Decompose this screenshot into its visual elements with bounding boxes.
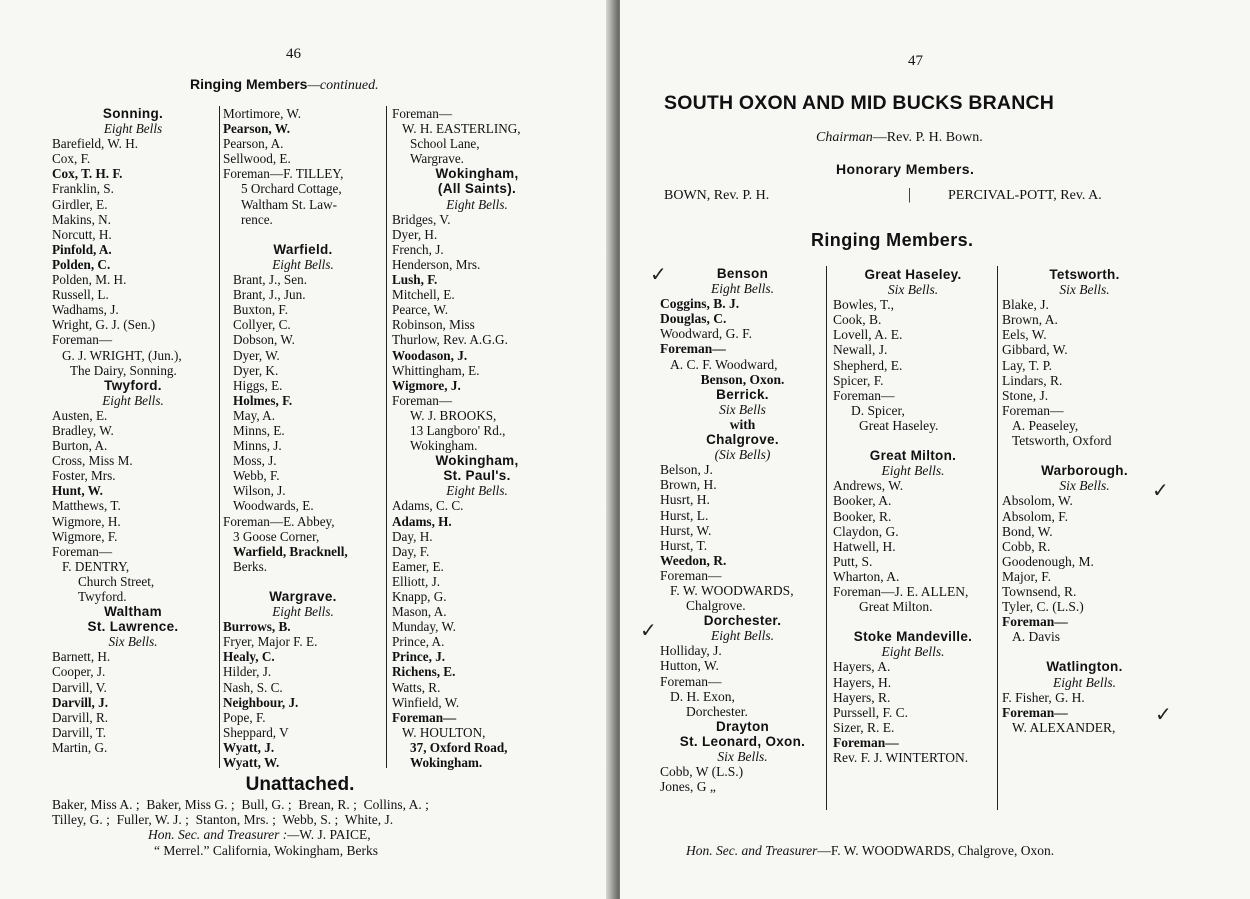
member-entry: Tyler, C. (L.S.) (1002, 599, 1084, 615)
member-entry: Matthews, T. (52, 498, 121, 514)
member-entry: Pope, F. (223, 709, 266, 725)
member-entry: Hilder, J. (223, 664, 272, 680)
member-entry: Cox, F. (52, 151, 91, 167)
member-entry: Sheppard, V (223, 724, 289, 740)
member-entry: Putt, S. (833, 553, 873, 569)
member-entry: Minns, J. (233, 438, 282, 454)
member-entry: Minns, E. (233, 422, 285, 438)
member-entry: Polden, M. H. (52, 272, 127, 288)
member-entry: Purssell, F. C. (833, 704, 909, 720)
member-entry: Bond, W. (1002, 523, 1053, 539)
member-entry: Elliott, J. (392, 573, 440, 589)
section-heading: Twyford. (104, 377, 162, 393)
member-entry: W. HOULTON, (402, 724, 486, 740)
hon-sec-name: W. J. PAICE, (299, 827, 371, 842)
member-entry: Woodason, J. (392, 347, 468, 363)
member-entry: Six Bells. (1059, 282, 1110, 298)
member-entry (1002, 448, 1167, 463)
member-entry: Prince, J. (392, 649, 446, 665)
member-entry: Cross, Miss M. (52, 453, 133, 469)
member-entry: Six Bells. (717, 749, 768, 764)
section-heading: St. Paul's. (443, 468, 511, 484)
member-entry: A. C. F. Woodward, (670, 356, 778, 372)
member-entry: Dobson, W. (233, 332, 295, 348)
member-entry: Wokingham. (410, 438, 478, 454)
member-entry: French, J. (392, 241, 444, 257)
member-entry: Cobb, W (L.S.) (660, 764, 744, 780)
member-entry: Wadhams, J. (52, 302, 119, 318)
member-entry: Berks. (233, 558, 268, 574)
member-entry: Holmes, F. (233, 392, 293, 408)
member-entry: D. Spicer, (851, 402, 905, 418)
member-entry (833, 433, 993, 448)
member-entry: Claydon, G. (833, 523, 899, 539)
member-entry: Hayers, H. (833, 674, 892, 690)
member-entry: A. Davis (1012, 629, 1060, 645)
member-entry: Munday, W. (392, 619, 456, 635)
member-entry: Day, H. (392, 528, 433, 544)
member-entry: Hurst, L. (660, 507, 709, 523)
member-entry: Wigmore, F. (52, 528, 118, 544)
member-entry: Foreman—J. E. ALLEN, (833, 583, 969, 599)
section-heading: Sonning. (102, 106, 164, 121)
member-entry: Wilson, J. (233, 483, 286, 499)
hon-sec-value: —F. W. WOODWARDS, Chalgrove, Oxon. (817, 843, 1055, 858)
member-entry: Brown, A. (1002, 312, 1058, 328)
member-entry: Coggins, B. J. (660, 296, 740, 312)
member-entry: Darvill, V. (52, 679, 107, 695)
member-entry: with (729, 416, 756, 432)
members-column-1 (52, 106, 214, 755)
section-heading: Great Milton. (869, 448, 957, 464)
chairman-value: —Rev. P. H. Bown. (872, 130, 983, 145)
member-entry: Lindars, R. (1002, 372, 1063, 388)
member-entry: Darvill, J. (52, 694, 109, 710)
heading-continued: —continued. (307, 78, 379, 93)
member-entry: Foreman— (660, 341, 726, 357)
member-entry: Adams, H. (392, 513, 452, 529)
member-entry: Six Bells. (108, 634, 158, 650)
member-entry: Darvill, R. (52, 709, 109, 725)
column-divider (997, 266, 998, 810)
member-entry: Day, F. (392, 543, 430, 559)
member-entry: Pearson, W. (223, 121, 291, 137)
member-entry: 37, Oxford Road, (410, 739, 508, 755)
member-entry: Sellwood, E. (223, 151, 291, 167)
member-entry: rence. (241, 211, 273, 227)
member-entry: Hutton, W. (660, 658, 719, 674)
checkmark-icon: ✓ (640, 618, 657, 642)
member-entry: Warfield, Bracknell, (233, 543, 348, 559)
member-entry: Foreman— (833, 387, 895, 403)
member-entry: Booker, A. (833, 493, 892, 509)
member-entry: Six Bells. (1059, 478, 1110, 494)
member-entry: Foreman—E. Abbey, (223, 513, 335, 529)
member-entry (833, 614, 993, 629)
member-entry: Absolom, F. (1002, 508, 1069, 524)
hon-sec (686, 843, 1054, 859)
members-column-3 (392, 106, 562, 770)
checkmark-icon: ✓ (1152, 478, 1169, 502)
left-page (0, 0, 612, 899)
member-entry: Nash, S. C. (223, 679, 283, 695)
member-entry: W. H. EASTERLING, (402, 121, 521, 137)
member-entry: Wyatt, W. (223, 755, 280, 771)
member-entry: Eight Bells. (881, 644, 945, 660)
member-entry: Jones, G „ (660, 779, 716, 795)
member-entry: Healy, C. (223, 649, 275, 665)
section-heading: Wargrave. (269, 589, 337, 604)
member-entry: Mitchell, E. (392, 287, 455, 303)
member-entry: Eamer, E. (392, 558, 444, 574)
member-entry: Girdler, E. (52, 196, 108, 212)
member-entry: The Dairy, Sonning. (70, 362, 177, 378)
member-entry: Douglas, C. (660, 311, 727, 327)
member-entry: Foreman— (392, 709, 457, 725)
member-entry: F. DENTRY, (62, 558, 130, 574)
member-entry: Prince, A. (392, 634, 445, 650)
member-entry: Twyford. (78, 589, 127, 604)
member-entry: Rev. F. J. WINTERTON. (833, 750, 969, 765)
section-heading: Stoke Mandeville. (853, 629, 973, 645)
member-entry: Whittingham, E. (392, 362, 480, 378)
member-entry: Sizer, R. E. (833, 719, 895, 735)
member-entry: Foreman— (660, 567, 722, 583)
right-page (620, 0, 1250, 899)
member-entry: Neighbour, J. (223, 694, 299, 710)
member-entry: Eight Bells. (446, 196, 508, 212)
member-entry: Moss, J. (233, 453, 277, 469)
member-entry: Foster, Mrs. (52, 468, 116, 484)
member-entry: Knapp, G. (392, 589, 447, 604)
member-entry: Fryer, Major F. E. (223, 634, 318, 650)
chairman-label: Chairman (816, 130, 873, 145)
member-entry: Eight Bells. (711, 628, 774, 644)
member-entry: Dorchester. (686, 703, 748, 719)
member-entry: Brant, J., Sen. (233, 272, 307, 288)
member-entry: G. J. WRIGHT, (Jun.), (62, 347, 182, 363)
column-divider (826, 266, 827, 810)
member-entry: Foreman— (52, 543, 113, 559)
member-entry: D. H. Exon, (670, 688, 735, 704)
separator: | (908, 186, 912, 203)
hon-sec-label: Hon. Sec. and Treasurer :— (148, 827, 300, 842)
member-entry: 3 Goose Corner, (233, 528, 320, 544)
page-number: 47 (908, 53, 923, 69)
member-entry: 5 Orchard Cottage, (241, 181, 342, 197)
section-heading: Wokingham, (435, 453, 519, 469)
column-divider (386, 106, 387, 768)
member-entry: Holliday, J. (660, 643, 722, 659)
member-entry: Brant, J., Jun. (233, 287, 306, 303)
member-entry: Eight Bells. (272, 604, 334, 620)
member-entry: Brown, H. (660, 477, 717, 493)
member-entry: Eight Bells. (881, 463, 945, 479)
member-entry: Wargrave. (410, 151, 464, 167)
member-entry: Woodward, G. F. (660, 326, 752, 342)
section-heading: Wokingham, (435, 166, 519, 182)
member-entry: Wigmore, J. (392, 377, 461, 393)
member-entry: Hayers, A. (833, 659, 891, 675)
member-entry: Cooper, J. (52, 664, 106, 680)
member-entry: Pearce, W. (392, 302, 449, 318)
ringing-members-heading: Ringing Members. (811, 230, 974, 250)
hon-sec-label: Hon. Sec. and Treasurer (686, 843, 818, 858)
member-entry: Hurst, T. (660, 537, 708, 553)
column-divider (219, 106, 220, 768)
member-entry: Cook, B. (833, 312, 882, 328)
member-entry: Higgs, E. (233, 377, 283, 393)
members-column-2 (223, 106, 383, 770)
unattached-list-line-2: Tilley, G. ; Fuller, W. J. ; Stanton, Mrs. ; Webb, S. ; White, J. (52, 812, 394, 827)
hon-sec-address: “ Merrel.” California, Wokingham, Berks (154, 843, 378, 858)
checkmark-icon: ✓ (650, 262, 667, 286)
section-heading: Berrick. (716, 386, 769, 402)
member-entry: Pearson, A. (223, 136, 284, 152)
member-entry: Church Street, (78, 573, 155, 589)
member-entry: Mason, A. (392, 604, 447, 620)
member-entry: Buxton, F. (233, 302, 289, 318)
member-entry: Henderson, Mrs. (392, 256, 481, 272)
member-entry (1002, 644, 1167, 659)
page-heading (190, 76, 379, 94)
member-entry: Eight Bells. (711, 281, 774, 297)
member-entry: Major, F. (1002, 568, 1052, 584)
member-entry: Austen, E. (52, 407, 108, 423)
section-heading: Watlington. (1046, 659, 1123, 675)
section-heading: (All Saints). (437, 181, 517, 197)
member-entry: Eels, W. (1002, 327, 1047, 343)
member-entry: 13 Langboro' Rd., (410, 422, 506, 438)
member-entry: Lay, T. P. (1002, 357, 1052, 373)
member-entry: Foreman— (1002, 704, 1068, 720)
member-entry: Foreman—F. TILLEY, (223, 166, 344, 182)
member-entry: Collyer, C. (233, 317, 291, 333)
member-entry: Foreman— (833, 734, 899, 750)
section-heading: St. Leonard, Oxon. (679, 733, 806, 749)
member-entry: Wyatt, J. (223, 739, 275, 755)
member-entry: Norcutt, H. (52, 226, 112, 242)
member-entry: Wharton, A. (833, 568, 900, 584)
honorary-heading: Honorary Members. (836, 161, 975, 177)
member-entry: Hurst, W. (660, 522, 712, 538)
member-entry: Winfield, W. (392, 694, 460, 710)
member-entry: Booker, R. (833, 508, 892, 524)
member-entry: Foreman— (52, 332, 113, 348)
section-heading: Tetsworth. (1049, 267, 1120, 282)
member-entry: Hunt, W. (52, 483, 103, 499)
member-entry: Richens, E. (392, 664, 456, 680)
member-entry: Andrews, W. (833, 478, 904, 494)
member-entry: May, A. (233, 407, 276, 423)
section-heading: Warborough. (1041, 463, 1128, 479)
member-entry: Gibbard, W. (1002, 342, 1068, 358)
member-entry: Polden, C. (52, 256, 111, 272)
member-entry: Bridges, V. (392, 211, 451, 227)
member-entry: Wokingham. (410, 755, 483, 771)
member-entry: Chalgrove. (686, 598, 746, 614)
member-entry: Dyer, H. (392, 226, 438, 242)
member-entry: Husrt, H. (660, 492, 710, 508)
member-entry: Barefield, W. H. (52, 136, 139, 152)
member-entry: Dyer, W. (233, 347, 280, 363)
unattached-heading: Unattached. (245, 774, 355, 795)
member-entry: Foreman— (660, 673, 722, 689)
member-entry: Goodenough, M. (1002, 553, 1094, 569)
section-heading: Great Haseley. (864, 267, 962, 282)
section-heading: Drayton (715, 718, 770, 734)
member-entry: Dyer, K. (233, 362, 279, 378)
member-entry: Six Bells. (887, 282, 939, 298)
member-entry: F. Fisher, G. H. (1002, 689, 1085, 705)
members-column-2 (833, 267, 993, 765)
member-entry: Cobb, R. (1002, 538, 1051, 554)
member-entry: Spicer, F. (833, 372, 884, 388)
member-entry: Six Bells (719, 401, 766, 417)
member-entry: Hayers, R. (833, 689, 891, 705)
member-entry: Stone, J. (1002, 387, 1049, 403)
member-entry: Pinfold, A. (52, 241, 112, 257)
member-entry: Darvill, T. (52, 724, 107, 740)
member-entry (223, 227, 383, 242)
section-heading: Warfield. (273, 241, 333, 257)
member-entry: Martin, G. (52, 739, 108, 755)
member-entry: Hatwell, H. (833, 538, 896, 554)
member-entry: Burton, A. (52, 438, 108, 454)
section-heading: Dorchester. (703, 613, 782, 629)
member-entry: Lush, F. (392, 272, 438, 288)
member-entry: Weedon, R. (660, 552, 727, 568)
member-entry: Lovell, A. E. (833, 327, 903, 343)
member-entry: Great Milton. (859, 599, 933, 615)
heading-main: Ringing Members (190, 76, 308, 92)
member-entry: W. J. BROOKS, (410, 407, 497, 423)
member-entry: Thurlow, Rev. A.G.G. (392, 332, 508, 348)
unattached-list-line-1: Baker, Miss A. ; Baker, Miss G. ; Bull, G. ; Brean, R. ; Collins, A. ; (52, 797, 429, 812)
member-entry: Foreman— (1002, 402, 1064, 418)
member-entry: Eight Bells. (446, 483, 508, 499)
member-entry: Adams, C. C. (392, 498, 464, 514)
members-column-1 (660, 266, 825, 794)
member-entry: Belson, J. (660, 462, 713, 478)
page-number: 46 (286, 46, 301, 62)
member-entry: Woodwards, E. (233, 498, 314, 514)
member-entry: (Six Bells) (714, 447, 771, 463)
member-entry: Newall, J. (833, 342, 888, 358)
branch-title: SOUTH OXON AND MID BUCKS BRANCH (664, 92, 1055, 114)
member-entry: Shepherd, E. (833, 357, 903, 373)
member-entry: Absolom, W. (1002, 493, 1073, 509)
member-entry: Robinson, Miss (392, 317, 475, 333)
member-entry: Eight Bells. (1053, 674, 1116, 690)
section-heading: Waltham (104, 604, 162, 620)
member-entry: Eight Bells. (102, 392, 164, 408)
member-entry: Mortimore, W. (223, 106, 302, 121)
member-entry: Cox, T. H. F. (52, 166, 123, 182)
member-entry: W. ALEXANDER, (1012, 719, 1116, 735)
member-entry: Eight Bells (103, 121, 163, 137)
member-entry: Great Haseley. (859, 417, 939, 433)
member-entry: Waltham St. Law- (241, 196, 337, 212)
member-entry: Foreman— (392, 392, 453, 408)
member-entry: Webb, F. (233, 468, 280, 484)
member-entry: Eight Bells. (272, 256, 334, 272)
member-entry: Foreman— (1002, 614, 1068, 630)
member-entry: Russell, L. (52, 287, 109, 303)
member-entry: F. W. WOODWARDS, (670, 582, 794, 598)
member-entry: Tetsworth, Oxford (1012, 433, 1112, 449)
member-entry: School Lane, (410, 136, 480, 152)
member-entry: Bowles, T., (833, 297, 895, 313)
member-entry: Barnett, H. (52, 649, 111, 665)
member-entry: Townsend, R. (1002, 583, 1077, 599)
member-entry: Wigmore, H. (52, 513, 121, 529)
member-entry (223, 574, 383, 589)
member-entry: Franklin, S. (52, 181, 114, 197)
member-entry: Wright, G. J. (Sen.) (52, 317, 156, 333)
section-heading: Benson (716, 266, 769, 281)
member-entry: Bradley, W. (52, 422, 114, 438)
member-entry: Blake, J. (1002, 297, 1049, 313)
member-entry: Benson, Oxon. (700, 371, 785, 387)
member-entry: Burrows, B. (223, 619, 291, 635)
section-heading: St. Lawrence. (87, 619, 179, 635)
member-entry: Foreman— (392, 106, 453, 121)
chairman-line (816, 130, 983, 146)
members-column-3 (1002, 267, 1167, 735)
checkmark-icon: ✓ (1155, 702, 1172, 726)
honorary-member: PERCIVAL-POTT, Rev. A. (948, 188, 1102, 203)
member-entry: Watts, R. (392, 679, 441, 695)
member-entry: Makins, N. (52, 211, 111, 227)
hon-sec (148, 827, 371, 843)
member-entry: A. Peaseley, (1012, 417, 1079, 433)
section-heading: Chalgrove. (706, 432, 779, 448)
honorary-member: BOWN, Rev. P. H. (664, 188, 770, 203)
